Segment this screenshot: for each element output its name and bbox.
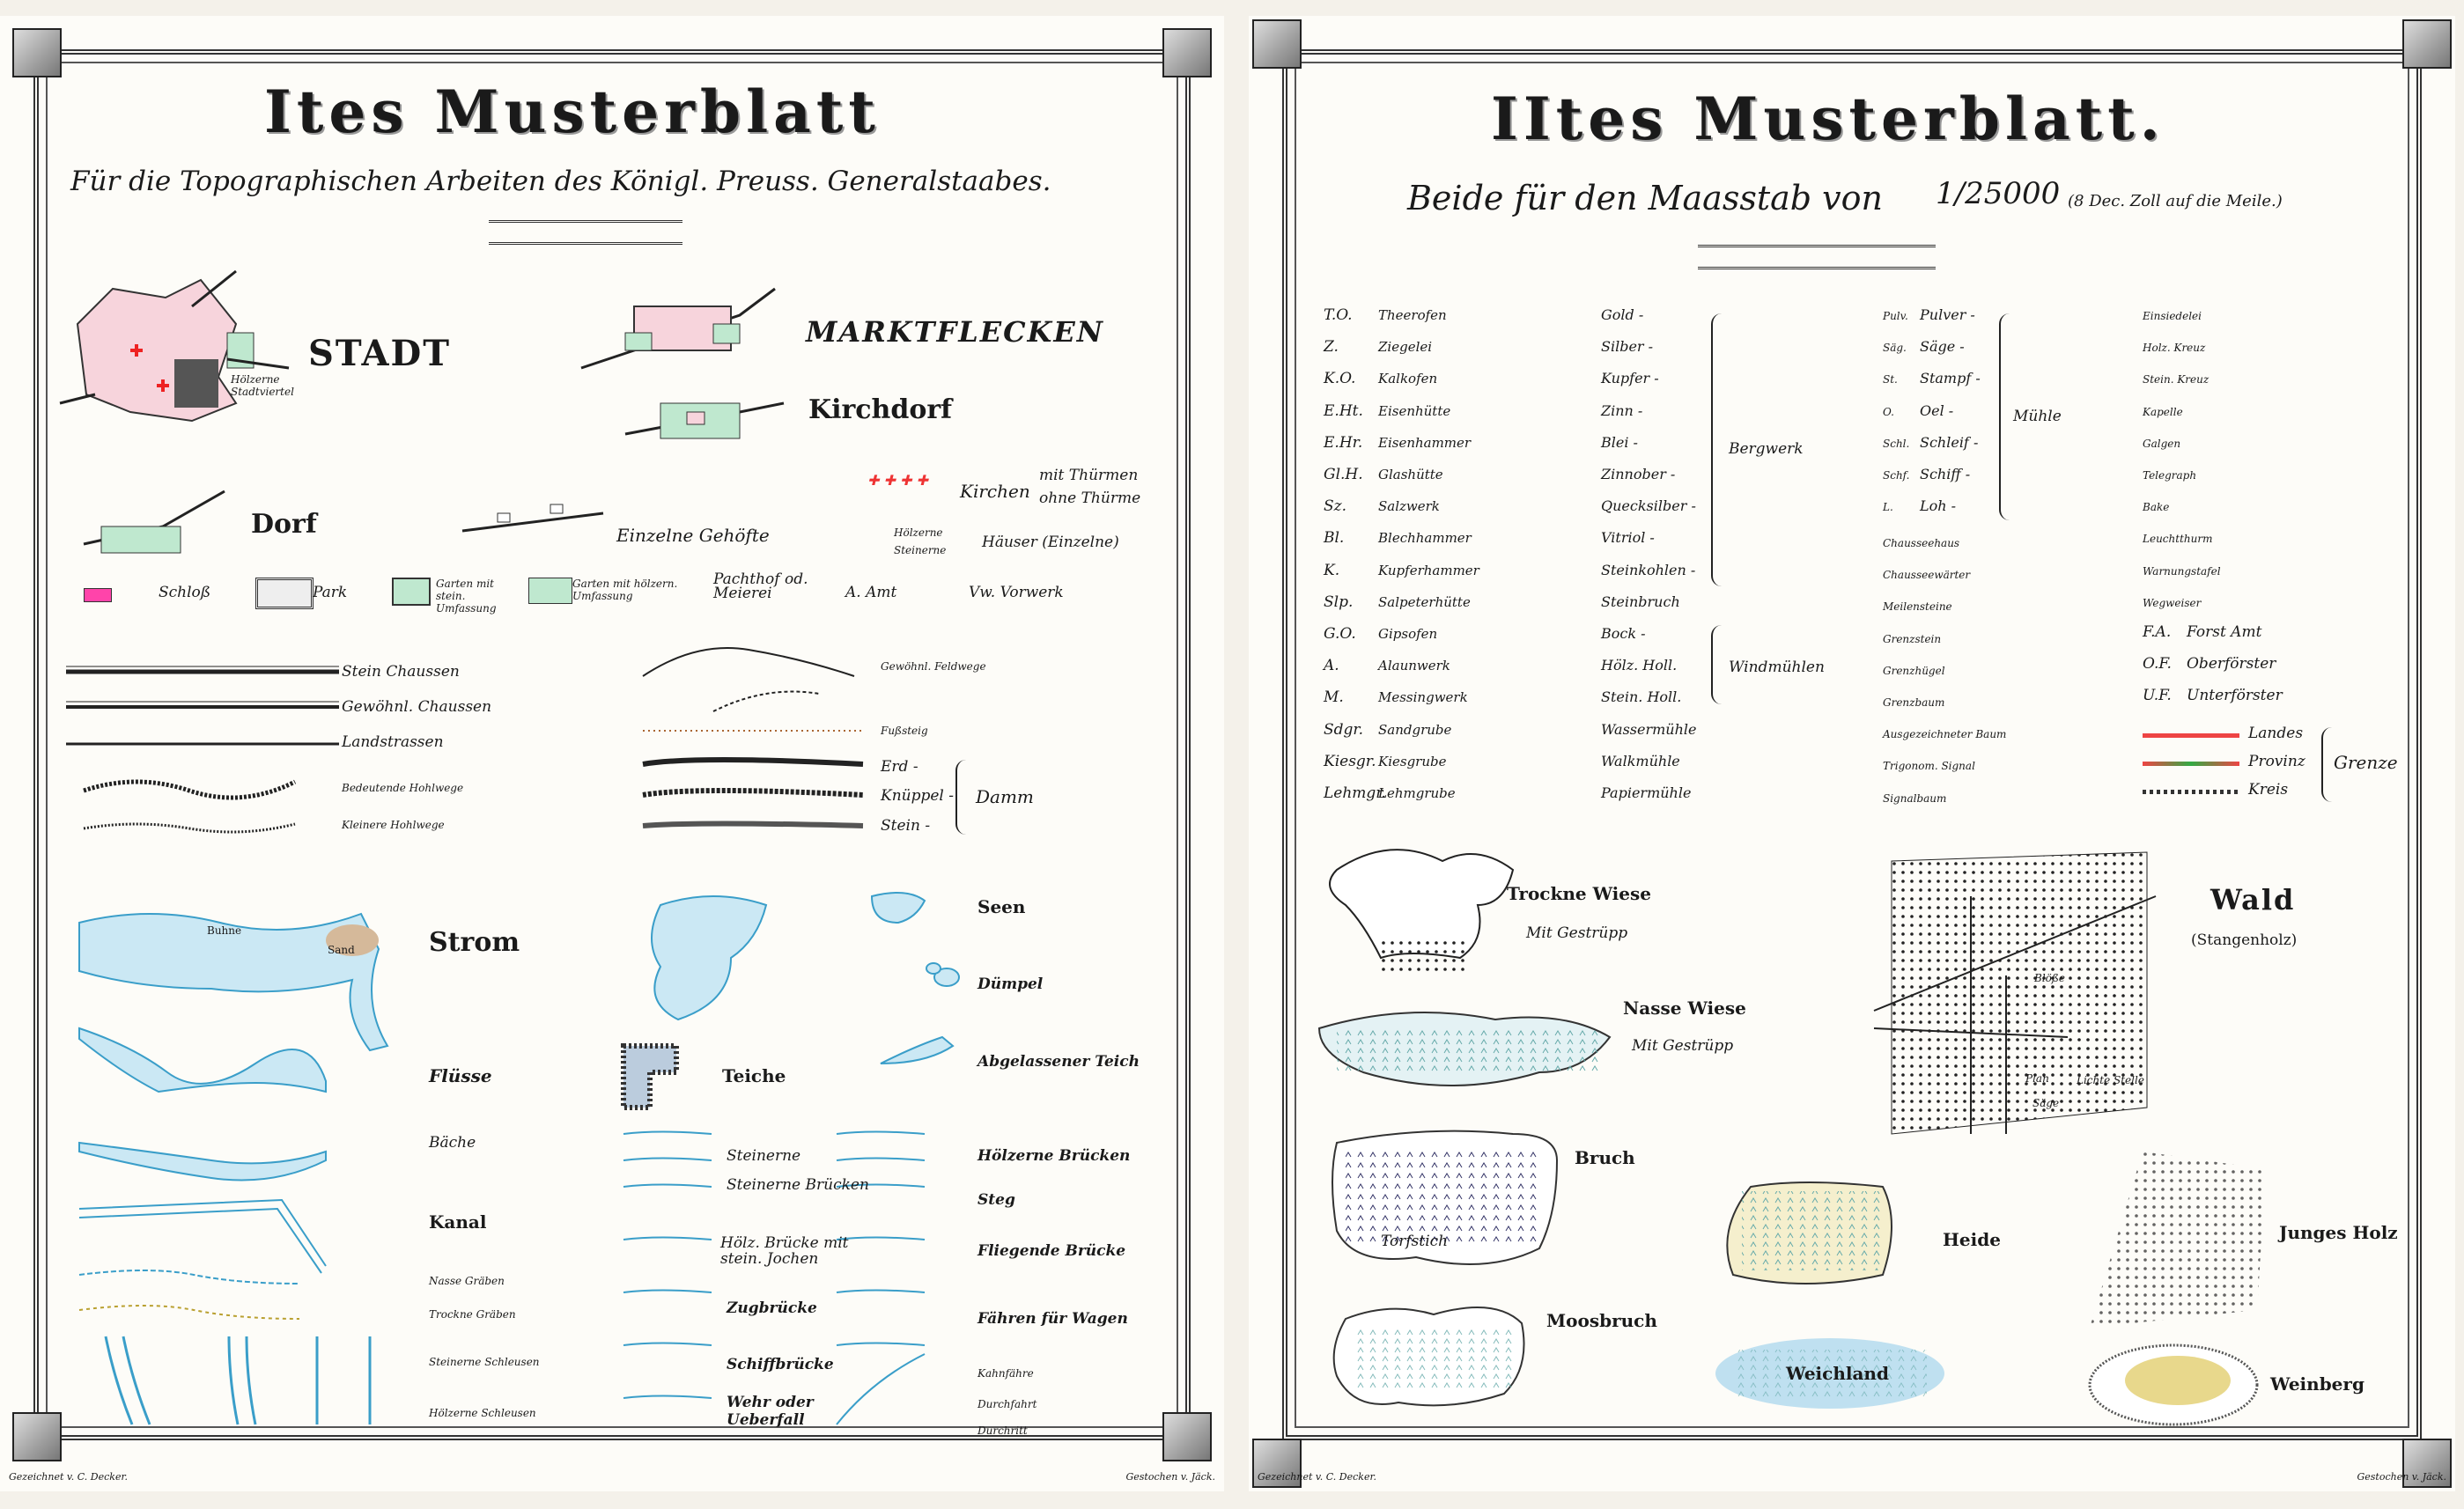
saege-label: Säge: [2032, 1097, 2060, 1109]
kanal-label: Kanal: [429, 1211, 487, 1233]
garten-holz-label: Garten mit hölzern. Umfassung: [572, 578, 678, 602]
hoelz-bruecke-jochen-label: Hölz. Brücke mit stein. Jochen: [720, 1234, 849, 1268]
mill-name: Schiff -: [1920, 466, 1971, 482]
damm-label: Damm: [976, 786, 1034, 807]
legend-row: [1324, 784, 1456, 802]
border-name: Provinz: [2248, 753, 2305, 770]
gewoehnl-chaussee-label: Gewöhnl. Chaussen: [342, 698, 492, 716]
hohlwege-kl-label: Kleinere Hohlwege: [342, 819, 445, 831]
credit-engraved: Gestochen v. Jäck.: [1125, 1471, 1215, 1483]
symbol-abbr: E.Hr.: [1324, 433, 1363, 452]
mill-name: Stampf -: [1920, 370, 1981, 387]
legend-row: [1324, 402, 1450, 420]
trockne-graeben-label: Trockne Gräben: [429, 1308, 516, 1321]
mill-name: Schleif -: [1920, 433, 1979, 451]
legend-row: [2143, 402, 2183, 420]
legend-row: [1601, 593, 1680, 611]
legend-row: [1601, 721, 1697, 739]
symbol-name: Blechhammer: [1378, 530, 1472, 547]
symbol-name: Kalkofen: [1378, 371, 1438, 387]
legend-row: [1601, 625, 1646, 643]
landmark-name: Kapelle: [2143, 405, 2183, 418]
steg-label: Steg: [977, 1191, 1015, 1209]
haeuser-label: Häuser (Einzelne): [982, 534, 1119, 551]
legend-row: [1324, 338, 1432, 356]
symbol-abbr: Kiesgr.: [1324, 752, 1376, 770]
fusssteig-label: Fußsteig: [881, 725, 928, 737]
kahnfaehre-label: Kahnfähre: [977, 1367, 1034, 1380]
sand-label: Sand: [328, 944, 355, 956]
stangenholz-label: (Stangenholz): [2191, 931, 2298, 949]
symbol-abbr: Z.: [1324, 338, 1339, 357]
muehle-brace: [1999, 313, 2010, 520]
symbol-abbr: K.: [1324, 561, 1340, 579]
symbol-abbr: Sz.: [1324, 497, 1347, 516]
frame-corner: [2402, 19, 2452, 69]
bergwerk-brace: [1711, 313, 1722, 586]
kirchdorf-plan-icon: [625, 386, 793, 456]
legend-row: [2143, 593, 2201, 611]
legend-row: [1883, 629, 1941, 647]
plan-label: Plan: [2025, 1072, 2049, 1085]
legend-row: [1324, 370, 1437, 387]
symbol-name: Wassermühle: [1601, 720, 1697, 738]
symbol-name: Gipsofen: [1378, 626, 1438, 642]
damm-erd-label: Erd -: [881, 758, 918, 776]
symbol-name: Vitriol -: [1601, 529, 1655, 547]
bergwerk-label: Bergwerk: [1729, 440, 1804, 458]
border-line-icon: [2143, 733, 2239, 738]
symbol-name: Lehmgrube: [1378, 785, 1456, 801]
symbol-name: Walkmühle: [1601, 752, 1680, 769]
legend-row: [1883, 693, 1944, 710]
legend-row: [1883, 725, 2006, 742]
border-name: Landes: [2248, 725, 2304, 742]
dorf-plan-icon: [84, 491, 233, 562]
legend-row: [1883, 306, 1975, 324]
marker-name: Signalbaum: [1883, 791, 1947, 805]
symbol-name: Sandgrube: [1378, 721, 1452, 738]
landmark-name: Warnungstafel: [2143, 564, 2221, 578]
legend-row: [1601, 434, 1638, 452]
steinerne-bruecken-label-1: Steinerne: [727, 1147, 801, 1165]
marker-name: Grenzhügel: [1883, 664, 1945, 677]
baeche-label: Bäche: [429, 1134, 476, 1152]
damm-brace: [955, 760, 966, 835]
haeuser-stein-label: Steinerne: [894, 544, 947, 556]
landmark-name: Holz. Kreuz: [2143, 342, 2206, 355]
symbol-name: Kupfer -: [1601, 370, 1659, 387]
windmuehlen-label: Windmühlen: [1729, 659, 1825, 676]
muehle-label: Mühle: [2013, 408, 2062, 425]
marktflecken-label: MARKTFLECKEN: [806, 315, 1104, 349]
credit-drawn: Gezeichnet v. C. Decker.: [9, 1471, 129, 1483]
credit-drawn: Gezeichnet v. C. Decker.: [1258, 1471, 1377, 1483]
legend-row: [1883, 466, 1970, 483]
musterblatt-sheet-1: [0, 16, 1224, 1491]
junges-holz-label: Junges Holz: [2279, 1222, 2398, 1243]
legend-row: [1324, 625, 1437, 643]
mill-abbr: Schf.: [1883, 469, 1910, 482]
mill-name: Oel -: [1920, 401, 1954, 419]
forest-name: Oberförster: [2187, 655, 2276, 674]
damm-stein-label: Stein -: [881, 817, 931, 835]
mill-abbr: L.: [1883, 501, 1893, 514]
symbol-name: Stein. Holl.: [1601, 688, 1682, 706]
legend-row: [2143, 497, 2169, 515]
marker-name: Grenzbaum: [1883, 696, 1945, 709]
windmuehlen-brace: [1711, 625, 1722, 704]
sheet-1-title: Ites Musterblatt: [264, 77, 881, 146]
legend-row: [1883, 338, 1965, 356]
legend-row: [1324, 497, 1440, 515]
symbol-abbr: Sdgr.: [1324, 720, 1364, 739]
legend-row: [1601, 497, 1696, 515]
moosbruch-label: Moosbruch: [1546, 1310, 1657, 1331]
water-symbols: [79, 896, 432, 1433]
symbol-name: Kupferhammer: [1378, 562, 1479, 578]
forest-name: Unterförster: [2187, 687, 2283, 705]
legend-row: [1883, 756, 1975, 774]
legend-row: [1883, 534, 1959, 551]
legend-row: [1324, 657, 1450, 674]
legend-row: [1324, 562, 1479, 579]
legend-row: [1883, 789, 1946, 806]
landmark-name: Leuchtthurm: [2143, 533, 2213, 546]
legend-row: [2143, 529, 2212, 547]
haeuser-hoelz-label: Hölzerne: [894, 526, 943, 539]
legend-row: [2143, 306, 2202, 324]
legend-row: [1601, 466, 1675, 483]
border-name: Kreis: [2248, 781, 2289, 799]
ornament: [1698, 245, 1936, 269]
legend-row: [1601, 338, 1653, 356]
junges-holz-sample: [2090, 1152, 2266, 1328]
frame-corner: [12, 28, 62, 77]
symbol-name: Eisenhammer: [1378, 434, 1472, 451]
duempel-label: Dümpel: [977, 975, 1044, 993]
frame-corner: [1162, 28, 1212, 77]
legend-row: [1601, 529, 1655, 547]
symbol-abbr: G.O.: [1324, 625, 1356, 643]
symbol-abbr: E.Ht.: [1324, 401, 1363, 420]
teiche-label: Teiche: [722, 1065, 786, 1086]
marker-name: Chausseehaus: [1883, 537, 1960, 549]
legend-row: [2143, 562, 2221, 579]
kirchen-ohne-label: ohne Thürme: [1039, 490, 1141, 507]
landstrassen-label: Landstrassen: [342, 733, 444, 751]
symbol-name: Hölz. Holl.: [1601, 657, 1678, 674]
schloss-icon: [84, 588, 112, 602]
sheet-2-title: IItes Musterblatt.: [1491, 85, 2165, 153]
symbol-name: Salpeterhütte: [1378, 593, 1471, 610]
mill-name: Loh -: [1920, 497, 1957, 515]
fliegende-bruecke-label: Fliegende Brücke: [977, 1242, 1126, 1260]
mill-abbr: O.: [1883, 405, 1894, 418]
legend-row: [1324, 529, 1472, 547]
trockne-gestruepp-label: Mit Gestrüpp: [1526, 924, 1628, 942]
symbol-name: Kiesgrube: [1378, 753, 1447, 769]
bloesse-label: Blöße: [2034, 972, 2065, 984]
wald-label: Wald: [2210, 883, 2296, 916]
steinerne-bruecken-label: Steinerne Brücken: [727, 1176, 869, 1194]
grenze-brace: [2321, 727, 2332, 802]
stadt-note: Hölzerne Stadtviertel: [231, 373, 294, 398]
symbol-abbr: A.: [1324, 657, 1339, 675]
hoelzerne-bruecken-label: Hölzerne Brücken: [977, 1147, 1131, 1165]
legend-row: [1324, 306, 1447, 324]
symbol-name: Steinkohlen -: [1601, 561, 1696, 578]
symbol-name: Steinbruch: [1601, 593, 1680, 610]
scale-note: (8 Dec. Zoll auf die Meile.): [2068, 192, 2283, 210]
symbol-name: Glashütte: [1378, 467, 1443, 482]
legend-row: [1601, 753, 1680, 770]
symbol-name: Theerofen: [1378, 307, 1447, 323]
border-line-icon: [2143, 762, 2239, 766]
nasse-wiese-label: Nasse Wiese: [1623, 997, 1746, 1019]
legend-row: [1883, 661, 1945, 679]
symbol-abbr: Bl.: [1324, 529, 1345, 548]
forest-abbr: U.F.: [2143, 687, 2172, 705]
sheet-1-subtitle: Für die Topographischen Arbeiten des Königl. Preuss. Generalstaabes.: [70, 166, 1051, 197]
legend-row: [1883, 370, 1981, 387]
stein-chaussee-label: Stein Chaussen: [342, 663, 460, 681]
heide-weichland-samples: [1724, 1169, 1988, 1424]
scale-fraction: 1/25000: [1936, 176, 2061, 211]
landmark-name: Wegweiser: [2143, 596, 2202, 609]
weinberg-label: Weinberg: [2270, 1373, 2364, 1395]
legend-row: [2143, 370, 2209, 387]
mill-name: Pulver -: [1920, 306, 1975, 323]
legend-row: [1601, 402, 1642, 420]
symbol-name: Papiermühle: [1601, 784, 1692, 801]
legend-row: [1883, 402, 1953, 420]
legend-row: [1324, 434, 1471, 452]
frame-corner: [12, 1412, 62, 1461]
nasse-gestruepp-label: Mit Gestrüpp: [1632, 1037, 1734, 1055]
legend-row: [1601, 370, 1659, 387]
kirchen-mit-label: mit Thürmen: [1039, 467, 1139, 484]
amt-label: A. Amt: [845, 584, 897, 601]
symbol-abbr: K.O.: [1324, 370, 1356, 388]
symbol-abbr: M.: [1324, 688, 1344, 707]
marker-name: Grenzstein: [1883, 632, 1942, 645]
landmark-name: Bake: [2143, 501, 2170, 514]
hohlwege-bed-label: Bedeutende Hohlwege: [342, 782, 464, 794]
symbol-name: Silber -: [1601, 338, 1654, 356]
kirchen-label: Kirchen: [960, 481, 1030, 502]
symbol-name: Ziegelei: [1378, 339, 1433, 356]
symbol-abbr: Lehmgr.: [1324, 784, 1386, 802]
legend-row: [1601, 306, 1643, 324]
forest-abbr: F.A.: [2143, 623, 2172, 641]
gehoefte-icon: [462, 496, 603, 540]
bruch-label: Bruch: [1575, 1147, 1635, 1168]
legend-row: [1601, 657, 1677, 674]
mill-abbr: Pulv.: [1883, 310, 1908, 322]
symbol-name: Zinn -: [1601, 401, 1643, 419]
stadt-label: STADT: [308, 333, 451, 374]
symbol-name: Gold -: [1601, 306, 1644, 323]
pachthof-label: Pachthof od. Meierei: [713, 570, 808, 602]
wald-sample: [1874, 843, 2156, 1143]
landmark-name: Telegraph: [2143, 469, 2197, 482]
gehoefte-label: Einzelne Gehöfte: [616, 525, 770, 546]
legend-row: [2143, 687, 2283, 704]
legend-row: [2143, 623, 2261, 641]
legend-row: [1601, 784, 1691, 802]
weinberg-sample: [2085, 1336, 2261, 1433]
stadt-plan-icon: [60, 271, 298, 438]
trockne-wiese-label: Trockne Wiese: [1507, 883, 1651, 904]
legend-row: [1601, 562, 1695, 579]
legend-row: [2143, 466, 2196, 483]
durchritt-label: Durchritt: [977, 1424, 1028, 1437]
abgelassener-teich-label: Abgelassener Teich: [977, 1053, 1140, 1071]
buhne-label: Buhne: [207, 924, 242, 937]
road-symbols: [66, 663, 339, 839]
ornament: [489, 220, 682, 245]
hoelzerne-schleusen-label: Hölzerne Schleusen: [429, 1407, 536, 1419]
vorwerk-label: Vw. Vorwerk: [969, 584, 1064, 601]
damm-knueppel-label: Knüppel -: [881, 787, 955, 805]
forest-name: Forst Amt: [2187, 623, 2262, 641]
legend-row: [1883, 434, 1978, 452]
mill-abbr: Schl.: [1883, 437, 1910, 450]
credit-engraved: Gestochen v. Jäck.: [2357, 1471, 2446, 1483]
garten-stein-icon: [392, 578, 431, 606]
durchfahrt-label: Durchfahrt: [977, 1398, 1037, 1410]
forest-abbr: O.F.: [2143, 655, 2172, 674]
mill-abbr: Säg.: [1883, 342, 1907, 355]
grenze-label: Grenze: [2334, 752, 2398, 773]
legend-row: [2143, 655, 2276, 673]
schloss-label: Schloß: [159, 584, 211, 601]
wehr-label: Wehr oder Ueberfall: [727, 1394, 814, 1429]
symbol-name: Quecksilber -: [1601, 497, 1696, 515]
mill-name: Säge -: [1920, 338, 1965, 356]
zugbruecke-label: Zugbrücke: [727, 1299, 817, 1317]
border-line-icon: [2143, 790, 2239, 794]
frame-corner: [1252, 19, 1302, 69]
legend-row: [1324, 753, 1447, 770]
steinerne-schleusen-label: Steinerne Schleusen: [429, 1356, 540, 1368]
kirchdorf-label: Kirchdorf: [808, 394, 953, 425]
marktflecken-plan-icon: [581, 280, 784, 377]
dorf-label: Dorf: [251, 509, 317, 540]
marker-name: Meilensteine: [1883, 600, 1952, 614]
nasse-graeben-label: Nasse Gräben: [429, 1275, 505, 1287]
marker-name: Ausgezeichneter Baum: [1883, 728, 2007, 741]
legend-row: [2143, 434, 2180, 452]
legend-row: [1324, 721, 1451, 739]
symbol-name: Eisenhütte: [1378, 402, 1451, 419]
faehren-label: Fähren für Wagen: [977, 1310, 1128, 1328]
mill-abbr: St.: [1883, 373, 1898, 386]
lichte-stelle-label: Lichte Stelle: [2077, 1074, 2144, 1086]
sheet-2-subtitle: Beide für den Maasstab von: [1407, 179, 1883, 217]
musterblatt-sheet-2: [1249, 16, 2455, 1491]
symbol-name: Blei -: [1601, 433, 1638, 451]
legend-row: [1601, 688, 1681, 706]
symbol-name: Bock -: [1601, 625, 1646, 642]
symbol-name: Messingwerk: [1378, 689, 1468, 706]
seen-label: Seen: [977, 896, 1026, 917]
fluesse-label: Flüsse: [429, 1065, 492, 1086]
legend-row: [2143, 338, 2205, 356]
heide-label: Heide: [1943, 1229, 2001, 1250]
garten-stein-label: Garten mit stein. Umfassung: [436, 578, 497, 615]
legend-row: [1883, 565, 1970, 583]
garten-holz-icon: [528, 578, 572, 604]
marker-name: Chausseewärter: [1883, 569, 1971, 582]
road-symbols-right: [643, 641, 863, 835]
symbol-name: Zinnober -: [1601, 466, 1676, 482]
park-label: Park: [313, 584, 348, 601]
kirchen-symbol-icon: ✚ ✚ ✚ ✚: [867, 472, 928, 489]
legend-row: [1883, 497, 1956, 515]
symbol-abbr: Gl.H.: [1324, 466, 1363, 483]
symbol-abbr: Slp.: [1324, 593, 1354, 611]
torfstich-label: Torfstich: [1381, 1233, 1449, 1250]
weichland-label: Weichland: [1786, 1363, 1889, 1384]
symbol-abbr: T.O.: [1324, 306, 1353, 324]
landmark-name: Galgen: [2143, 437, 2181, 450]
symbol-name: Salzwerk: [1378, 498, 1440, 515]
legend-row: [1324, 466, 1443, 483]
symbol-name: Alaunwerk: [1378, 658, 1450, 674]
legend-row: [1324, 593, 1471, 611]
marker-name: Trigonom. Signal: [1883, 760, 1975, 773]
park-icon: [255, 578, 314, 609]
legend-row: [1883, 597, 1952, 615]
strom-label: Strom: [429, 927, 520, 958]
feldwege-label: Gewöhnl. Feldwege: [881, 660, 986, 673]
landmark-name: Einsiedelei: [2143, 310, 2202, 322]
landmark-name: Stein. Kreuz: [2143, 373, 2209, 386]
legend-row: [1324, 688, 1468, 706]
schiffbruecke-label: Schiffbrücke: [727, 1356, 834, 1373]
